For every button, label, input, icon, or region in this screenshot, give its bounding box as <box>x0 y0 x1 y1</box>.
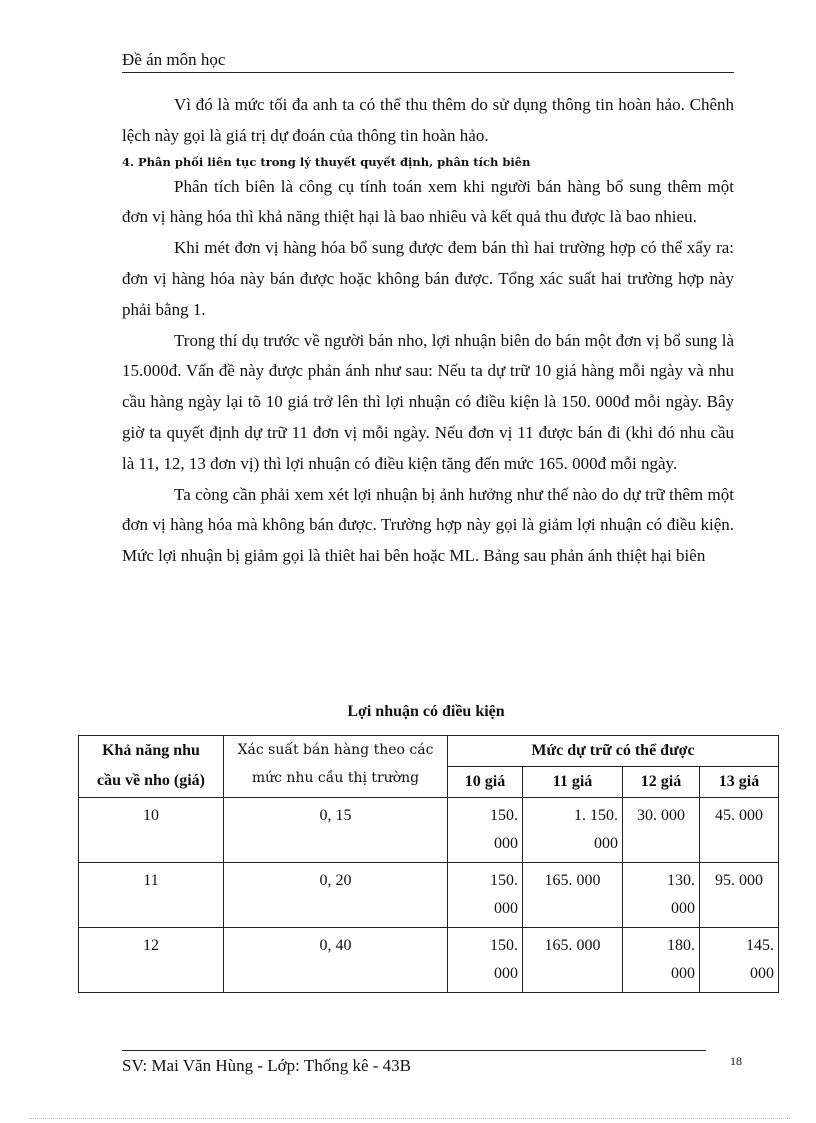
cell-stock-12 <box>623 928 700 993</box>
col-header-stock-group: Mức dự trữ có thể được <box>448 736 779 767</box>
cell-stock-13 <box>700 863 779 928</box>
col-header-demand-line2: cầu về nho (giá) <box>97 772 205 789</box>
table-row <box>79 863 779 928</box>
cell-line: 000 <box>594 835 618 852</box>
cell-stock-12 <box>623 863 700 928</box>
table-row <box>79 798 779 863</box>
cell-line: 95. 000 <box>715 872 764 889</box>
cell-line: 45. 000 <box>715 807 764 824</box>
cell-line: 000 <box>671 900 695 917</box>
footer-rule <box>122 1050 706 1051</box>
col-header-probability-line1: Xác suất bán hàng theo các <box>237 742 434 758</box>
cell-line: 150. <box>490 807 518 824</box>
cell-line: 30. 000 <box>637 807 685 824</box>
cell-stock-10 <box>448 928 523 993</box>
footer-text: SV: Mai Văn Hùng - Lớp: Thống kê - 43B <box>122 1056 411 1075</box>
cell-probability: 0, 15 <box>224 798 448 863</box>
profit-table <box>78 735 779 993</box>
cell-line: 000 <box>750 965 775 982</box>
cell-stock-13 <box>700 928 779 993</box>
cell-line: 1. 150. <box>574 807 618 824</box>
cell-line: 000 <box>671 965 695 982</box>
paragraph-1: Vì đó là mức tối đa anh ta có thể thu thêm do sử dụng thông tin hoàn hảo. Chênh lệch này gọi là giá trị dự đoán của thông tin hoàn hảo. <box>122 95 734 145</box>
table-row <box>79 928 779 993</box>
cell-line: 165. 000 <box>544 872 601 889</box>
cell-stock-13 <box>700 798 779 863</box>
cell-line: 165. 000 <box>544 937 601 954</box>
cell-line: 000 <box>494 965 518 982</box>
document-body <box>122 90 734 572</box>
col-header-demand <box>79 736 224 798</box>
paragraph-2: Phân tích biên là công cụ tính toán xem khi người bán hàng bổ sung thêm một đơn vị hàng hóa thì khả năng thiệt hại là bao nhiêu và kết quả thu được là bao nhieu. <box>122 176 734 227</box>
cell-line: 145. <box>746 937 775 954</box>
cell-probability: 0, 20 <box>224 863 448 928</box>
paragraph-5: Ta còng cần phải xem xét lợi nhuận bị ảnh hưởng như thế nào do dự trữ thêm một đơn vị hàng hóa mà không bán được. Trường hợp này gọi là giảm lợi nhuận có điều kiện. Mức lợi nhuận bị giảm gọi là thiêt hai bên hoặc ML. Bảng sau phản ánh thiệt hại biên <box>122 484 734 566</box>
cell-stock-12 <box>623 798 700 863</box>
col-header-probability <box>224 736 448 798</box>
cell-stock-11 <box>523 928 623 993</box>
cell-demand: 10 <box>79 798 224 863</box>
table-title: Lợi nhuận có điều kiện <box>347 703 505 720</box>
cell-line: 150. <box>490 937 518 954</box>
col-header-probability-line2: mức nhu cầu thị trường <box>251 770 420 786</box>
section-heading-4: 4. Phân phối liên tục trong lý thuyết quyết định, phân tích biên <box>122 154 531 169</box>
cell-stock-11 <box>523 798 623 863</box>
cell-line: 000 <box>494 900 518 917</box>
paragraph-3: Khi mét đơn vị hàng hóa bổ sung được đem bán thì hai trường hợp có thể xẩy ra: đơn vị hàng hóa này bán được hoặc không bán được. Tổng xác suất hai trường hợp này phải bằng 1. <box>122 238 734 319</box>
col-header-13: 13 giá <box>700 767 779 798</box>
page-edge-divider <box>30 1118 790 1119</box>
cell-line: 180. <box>667 937 695 954</box>
cell-line: 130. <box>667 872 695 889</box>
cell-stock-10 <box>448 798 523 863</box>
cell-demand: 11 <box>79 863 224 928</box>
col-header-demand-line1: Khả năng nhu <box>102 742 200 759</box>
cell-demand: 12 <box>79 928 224 993</box>
header-rule <box>122 72 734 73</box>
paragraph-4: Trong thí dụ trước về người bán nho, lợi nhuận biên do bán một đơn vị bổ sung là 15.000đ. Vấn đề này được phản ánh như sau: Nếu ta dự trữ 10 giá hàng mỗi ngày và nhu cầu hàng ngày lại tõ 10 giá trở lên thì lợi nhuận có điều kiện là 150. 000đ mỗi ngày. Bây giờ ta quyết định dự trữ 11 đơn vị mỗi ngày. Nếu đơn vị 11 được bán đi (khi đó nhu cầu là 11, 12, 13 đơn vị) thì lợi nhuận có điều kiện tăng đến mức 165. 000đ mỗi ngày. <box>122 330 734 473</box>
cell-line: 150. <box>490 872 518 889</box>
cell-stock-10 <box>448 863 523 928</box>
col-header-11: 11 giá <box>523 767 623 798</box>
page-number: 18 <box>730 1054 742 1068</box>
table-header-row-1 <box>79 736 779 767</box>
cell-line: 000 <box>494 835 518 852</box>
col-header-10: 10 giá <box>448 767 523 798</box>
cell-probability: 0, 40 <box>224 928 448 993</box>
col-header-12: 12 giá <box>623 767 700 798</box>
page-header-title: Đề án môn học <box>122 50 226 69</box>
cell-stock-11 <box>523 863 623 928</box>
